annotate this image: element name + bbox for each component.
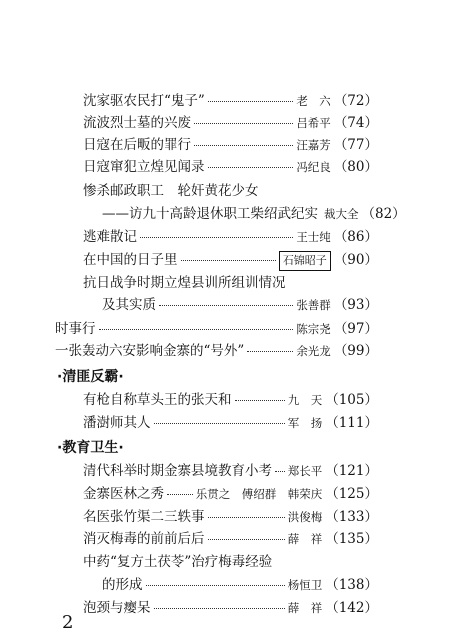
entry-page: （138） [325, 577, 378, 593]
page-number: 2 [62, 612, 74, 633]
dot-leader [235, 400, 285, 401]
entry-page: （93） [333, 297, 378, 313]
entry-page: （82） [361, 206, 406, 222]
entry-author: 陈宗尧 [296, 322, 331, 336]
entry-title: 沈家驱农民打“鬼子” [83, 93, 205, 109]
dot-leader [154, 608, 285, 609]
dot-leader [194, 123, 293, 124]
entry-title: 日寇窜犯立煌见闻录 [83, 159, 205, 175]
entry-page: （111） [325, 415, 378, 431]
toc-entry-heading [83, 182, 378, 200]
toc-entry [83, 485, 378, 503]
entry-page: （135） [325, 531, 378, 547]
entry-page: （142） [325, 600, 378, 616]
entry-page: （97） [333, 321, 378, 337]
toc-entry-heading [83, 274, 378, 292]
author-stamp: 石锦昭子 [279, 251, 331, 271]
entry-title: 消灭梅毒的前前后后 [83, 531, 205, 547]
entry-page: （86） [333, 229, 378, 245]
dot-leader [194, 145, 293, 146]
entry-title: 清代科举时期金寨县境教育小考 [83, 463, 272, 479]
dot-leader [99, 329, 294, 330]
dot-leader [167, 494, 193, 495]
entry-author: 老 六 [296, 94, 331, 108]
entry-title: 在中国的日子里 [83, 252, 178, 268]
toc-entry [83, 508, 378, 526]
entry-author: 九 天 [287, 393, 323, 407]
dot-leader [154, 423, 285, 424]
entry-title: 一张轰动六安影响金寨的“号外” [55, 343, 245, 359]
toc-entry [83, 391, 378, 409]
toc-entry [83, 158, 378, 176]
entry-page: （90） [333, 252, 378, 268]
entry-author: 余光龙 [296, 344, 331, 358]
toc-entry [102, 296, 378, 314]
section-heading-bandits: ·清匪反霸· [57, 369, 124, 385]
entry-author: 冯纪良 [296, 160, 331, 174]
toc-entry [55, 320, 378, 338]
toc-entry [102, 205, 406, 223]
entry-author: 杨恒卫 [287, 578, 323, 592]
entry-page: （121） [325, 463, 378, 479]
entry-title: 泡颈与瘿呆 [83, 600, 151, 616]
entry-page: （133） [325, 509, 378, 525]
entry-title: 流波烈士墓的兴废 [83, 115, 191, 131]
entry-author: 汪嘉芳 [296, 138, 331, 152]
toc-entry [83, 414, 378, 432]
entry-page: （105） [325, 392, 378, 408]
toc-entry [83, 136, 378, 154]
entry-author: 军 扬 [287, 416, 323, 430]
dot-leader [275, 471, 285, 472]
toc-entry [55, 342, 378, 360]
entry-title: 抗日战争时期立煌县训所组训情况 [83, 275, 286, 291]
entry-title: 逃难散记 [83, 229, 137, 245]
entry-page: （77） [333, 137, 378, 153]
entry-author: 洪俊梅 [287, 510, 323, 524]
entry-title: 中药“复方土茯苓”治疗梅毒经验 [83, 554, 273, 570]
dot-leader [208, 167, 294, 168]
dot-leader [208, 517, 285, 518]
entry-page: （80） [333, 159, 378, 175]
entry-title: 潘澍师其人 [83, 415, 151, 431]
entry-page: （74） [333, 115, 378, 131]
entry-title: 日寇在后畈的罪行 [83, 137, 191, 153]
toc-entry [83, 92, 378, 110]
entry-title: ——访九十高龄退休职工柴绍武纪实 [102, 206, 318, 222]
toc-entry-heading [83, 553, 378, 571]
entry-author: 王士纯 [296, 230, 331, 244]
entry-page: （125） [325, 486, 378, 502]
entry-author: 张善群 [296, 298, 331, 312]
entry-title: 有枪自称草头王的张天和 [83, 392, 232, 408]
entry-author: 吕希平 [296, 116, 331, 130]
dot-leader [146, 585, 285, 586]
entry-page: （72） [333, 93, 378, 109]
toc-entry [83, 530, 378, 548]
entry-author: 薛 祥 [287, 601, 323, 615]
entry-author: 乐贯之 傅绍群 韩荣庆 [195, 487, 323, 501]
toc-entry [83, 228, 378, 246]
toc-entry [83, 251, 378, 271]
entry-title: 惨杀邮政职工 轮奸黄花少女 [83, 183, 259, 199]
dot-leader [208, 539, 285, 540]
dot-leader [208, 101, 294, 102]
entry-author: 薛 祥 [287, 532, 323, 546]
dot-leader [140, 237, 293, 238]
toc-entry [83, 599, 378, 617]
entry-title: 金寨医林之秀 [83, 486, 164, 502]
dot-leader [181, 260, 276, 261]
entry-author: 郑长平 [287, 464, 323, 478]
toc-entry [83, 462, 378, 480]
entry-title: 及其实质 [102, 297, 156, 313]
section-heading-health: ·教育卫生· [57, 440, 124, 456]
toc-entry [102, 576, 378, 594]
entry-title: 时事行 [55, 321, 96, 337]
entry-page: （99） [333, 343, 378, 359]
dot-leader [159, 305, 293, 306]
entry-title: 名医张竹渠二三轶事 [83, 509, 205, 525]
toc-entry [83, 114, 378, 132]
entry-title: 的形成 [102, 577, 143, 593]
entry-author: 裁大全 [324, 207, 359, 221]
dot-leader [247, 351, 293, 352]
